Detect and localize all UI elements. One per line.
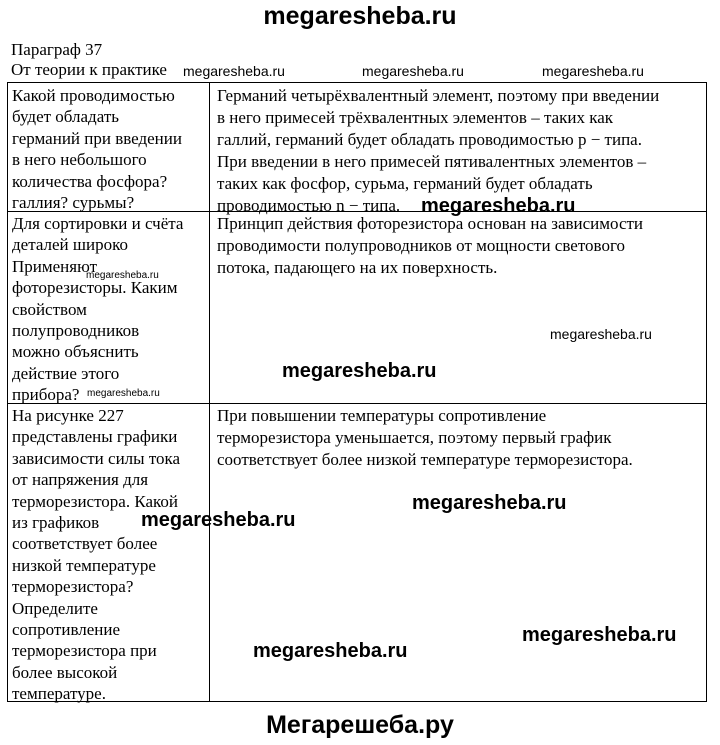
question-line: зависимости силы тока — [12, 448, 181, 468]
question-line: соответствует более — [12, 534, 158, 554]
question-line: из графиков — [12, 513, 100, 533]
answer-line: терморезистора уменьшается, поэтому первый график — [217, 428, 612, 447]
question-line: Применяют — [12, 256, 97, 276]
column-divider — [209, 83, 210, 701]
question-line: германий при введении — [12, 128, 182, 148]
question-line: представлены графики — [12, 427, 178, 447]
site-header: megaresheba.ru — [263, 2, 457, 30]
watermark: megaresheba.ru — [412, 492, 567, 514]
watermark: megaresheba.ru — [550, 326, 652, 342]
answer-line: в него примесей трёхвалентных элементов – таких как — [217, 108, 614, 127]
question-line: свойством — [12, 299, 87, 319]
answer-cell-3 — [217, 405, 633, 471]
answer-line: При повышении температуры сопротивление — [217, 406, 547, 425]
question-line: сопротивление — [12, 620, 121, 640]
question-line: терморезистора. Какой — [12, 491, 178, 511]
watermark: megaresheba.ru — [253, 640, 408, 662]
question-cell-1 — [12, 85, 182, 213]
answer-line: Германий четырёхвалентный элемент, поэтому при введении — [217, 86, 660, 105]
answer-line: потока, падающего на их поверхность. — [217, 258, 498, 277]
watermark: megaresheba.ru — [86, 270, 159, 281]
watermark: megaresheba.ru — [282, 360, 437, 382]
question-line: низкой температуре — [12, 555, 156, 575]
answer-line: галлий, германий будет обладать проводимостью p − типа. — [217, 130, 642, 149]
question-line: температуре. — [12, 684, 106, 704]
watermark: megaresheba.ru — [87, 388, 160, 399]
answer-line: проводимости полупроводников от мощности светового — [217, 236, 625, 255]
question-line: терморезистора при — [12, 641, 157, 661]
watermark: megaresheba.ru — [183, 63, 285, 79]
question-line: количества фосфора? — [12, 171, 168, 191]
answer-line: При введении в него примесей пятивалентных элементов – — [217, 152, 647, 171]
question-cell-2 — [12, 213, 183, 406]
question-line: терморезистора? — [12, 577, 134, 597]
question-line: фоторезисторы. Каким — [12, 278, 178, 298]
watermark: megaresheba.ru — [362, 63, 464, 79]
question-line: более высокой — [12, 662, 118, 682]
question-line: Для сортировки и счёта — [12, 214, 184, 233]
question-line: действие этого — [12, 363, 120, 383]
question-line: На рисунке 227 — [12, 406, 124, 425]
question-line: в него небольшого — [12, 150, 147, 170]
watermark: megaresheba.ru — [542, 63, 644, 79]
paragraph-subtitle: От теории к практике — [11, 60, 167, 79]
question-line: будет обладать — [12, 107, 119, 127]
question-line: полупроводников — [12, 321, 140, 341]
question-line: от напряжения для — [12, 470, 149, 490]
question-line: можно объяснить — [12, 342, 139, 362]
watermark: megaresheba.ru — [522, 624, 677, 646]
watermark: megaresheba.ru — [421, 195, 576, 217]
site-footer: Мегарешеба.ру — [266, 711, 454, 739]
answer-line: проводимостью n − типа. — [217, 196, 401, 215]
answer-line: таких как фосфор, сурьма, германий будет обладать — [217, 174, 593, 193]
question-line: прибора? — [12, 385, 80, 405]
question-line: Определите — [12, 598, 98, 618]
question-line: Какой проводимостью — [12, 86, 175, 105]
paragraph-title: Параграф 37 — [11, 40, 103, 59]
question-cell-3 — [12, 405, 180, 705]
question-line: галлия? сурьмы? — [12, 193, 135, 213]
answer-cell-2 — [217, 213, 643, 279]
watermark: megaresheba.ru — [141, 509, 296, 531]
question-line: деталей широко — [12, 235, 128, 255]
answer-line: соответствует более низкой температуре терморезистора. — [217, 450, 633, 469]
answer-line: Принцип действия фоторезистора основан на зависимости — [217, 214, 644, 233]
